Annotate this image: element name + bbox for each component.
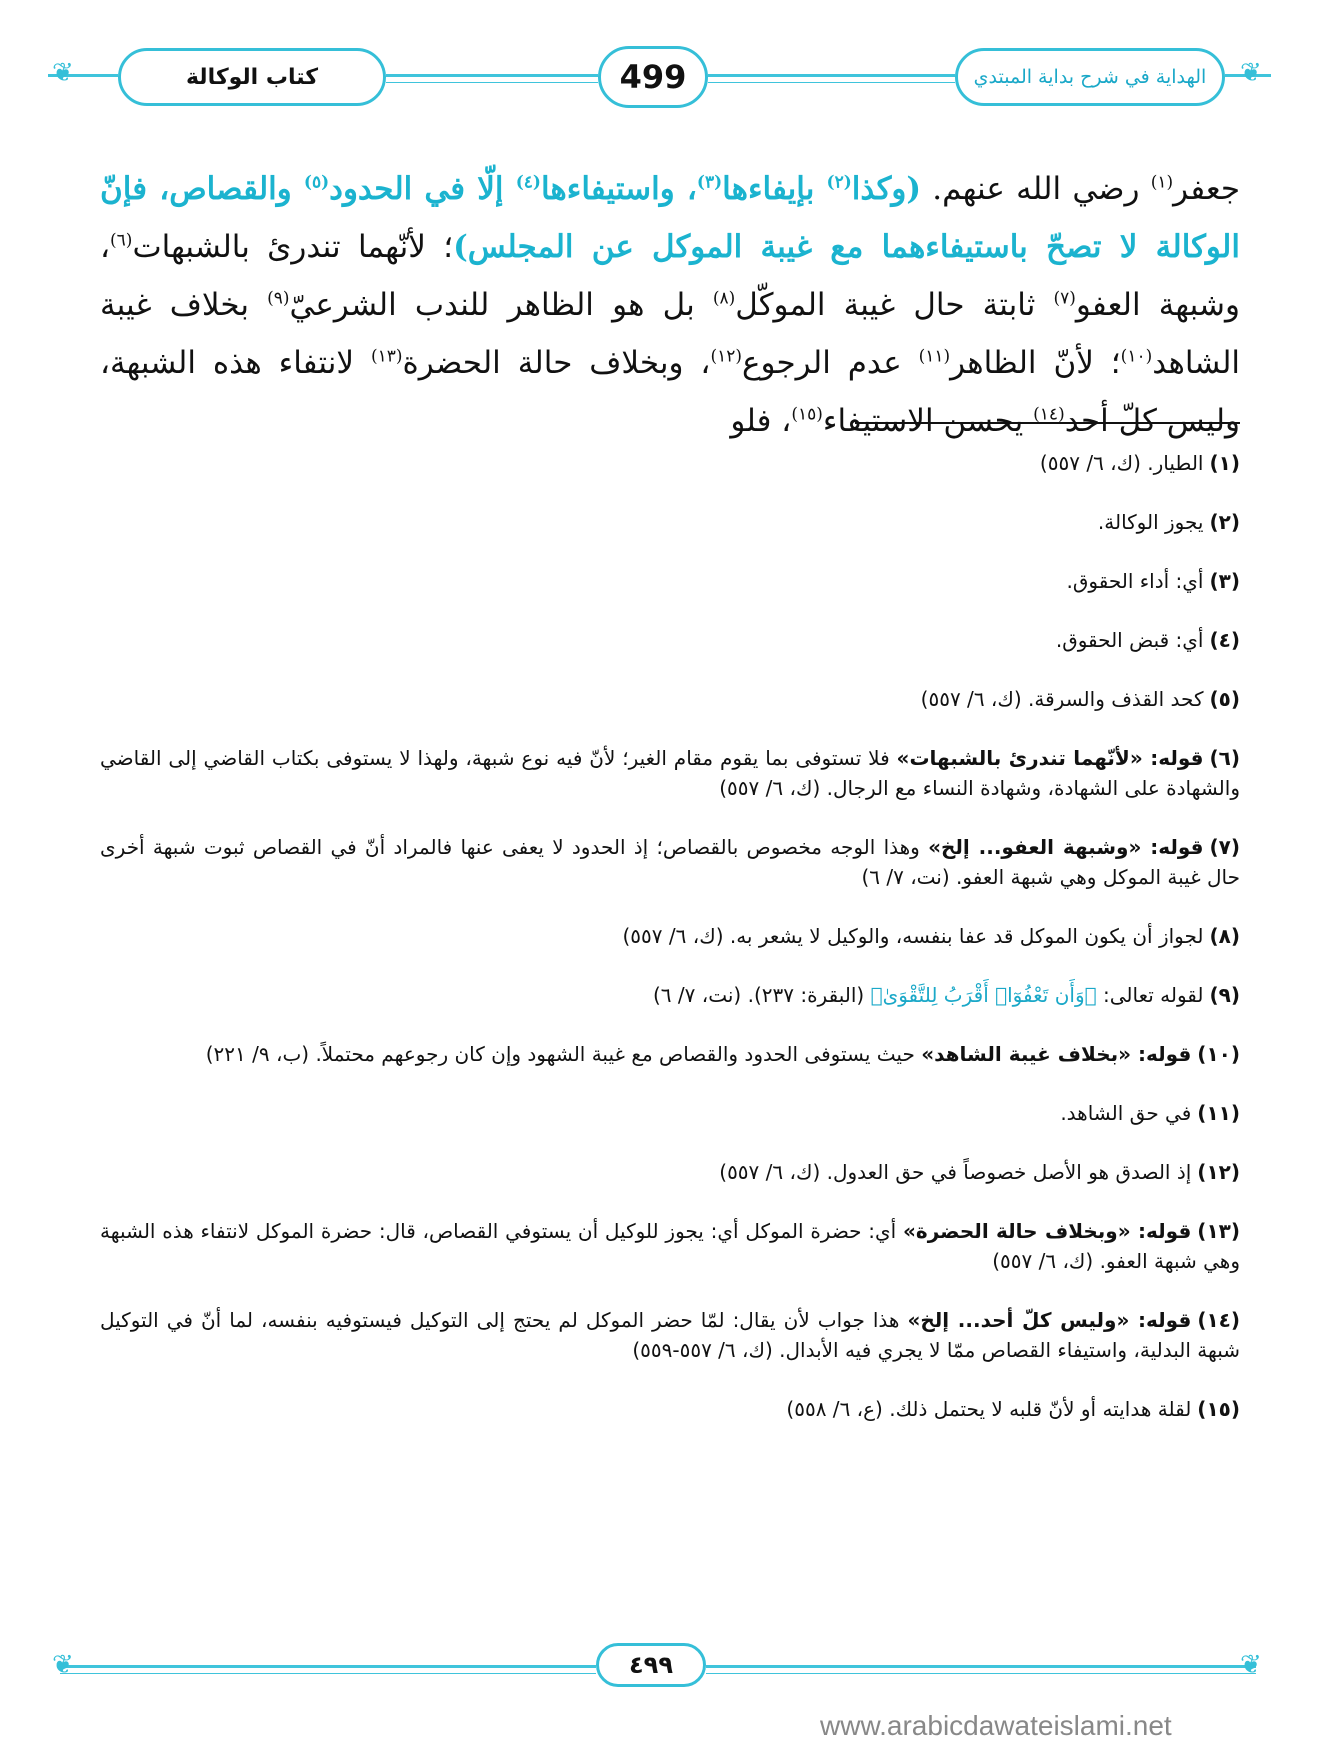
footnote-item — [100, 448, 1240, 478]
footnote-number: (٦) — [1209, 746, 1240, 770]
footnote-item — [100, 625, 1240, 655]
footnote-ref: (٧) — [1053, 288, 1076, 309]
footnote-text: في حق الشاهد. — [1060, 1101, 1192, 1125]
quran-verse: ﴿وَأَن تَعْفُوٓا۟ أَقْرَبُ لِلتَّقْوَىٰ﴾ — [870, 983, 1097, 1007]
footnote-text: إذ الصدق هو الأصل خصوصاً في حق العدول. (ك، ٦/ ٥٥٧) — [719, 1160, 1192, 1184]
footnote-item — [100, 832, 1240, 892]
footnote-quote: قوله: «وليس كلّ أحد... إلخ» — [907, 1308, 1192, 1332]
footnote-ref: (٤) — [515, 172, 541, 193]
text-run: بل هو الظاهر للندب الشرعيّ — [289, 287, 713, 323]
footnote-text: حيث يستوفى الحدود والقصاص مع غيبة الشهود وإن كان رجوعهم محتملاً. (ب، ٩/ ٢٢١) — [205, 1042, 922, 1066]
header-rule-middle-right-thin — [708, 82, 955, 83]
footnote-number: (١) — [1209, 451, 1240, 475]
footnote-number: (٤) — [1209, 628, 1240, 652]
matn-run: ، واستيفاءها — [540, 171, 697, 207]
footnote-number: (١١) — [1197, 1101, 1240, 1125]
watermark-url: www.arabicdawateislami.net — [820, 1710, 1172, 1741]
footnote-ref: (١٠) — [1120, 346, 1153, 367]
footnote-text: الطيار. (ك، ٦/ ٥٥٧) — [1039, 451, 1204, 475]
matn-run: إلّا في الحدود — [329, 171, 516, 207]
footnote-ref: (٦) — [110, 230, 133, 251]
ornament-curl-icon: ❦ — [52, 58, 74, 88]
footnote-number: (١٢) — [1197, 1160, 1240, 1184]
footnote-ref: (١٢) — [710, 346, 742, 367]
footnote-item — [100, 566, 1240, 596]
footnote-text: كحد القذف والسرقة. (ك، ٦/ ٥٥٧) — [920, 687, 1204, 711]
book-title: كتاب الوكالة — [185, 64, 319, 90]
footnote-text: لقوله تعالى: — [1096, 983, 1204, 1007]
text-run: بخلاف غيبة الشاهد — [100, 287, 1240, 381]
text-run: ؛ لأنّهما تندرئ بالشبهات — [132, 229, 454, 265]
matn-run: والقصاص، فإنّ الوكالة لا تصحّ باستيفاءهما مع غيبة الموكل عن المجلس) — [100, 171, 1240, 265]
footnote-item — [100, 1098, 1240, 1128]
footnote-number: (٩) — [1209, 983, 1240, 1007]
footnote-number: (١٥) — [1197, 1397, 1240, 1421]
footnotes-list — [100, 448, 1240, 1453]
footnote-ref: (٩) — [267, 288, 290, 309]
text-run: لانتفاء هذه الشبهة، وليس كلّ أحد — [100, 345, 1240, 439]
footnote-ref: (١٣) — [370, 346, 403, 367]
footnote-text: فلا تستوفى بما يقوم مقام الغير؛ لأنّ فيه نوع شبهة، ولهذا لا يستوفى بكتاب القاضي إلى القاضي والشهادة على الشهادة، وشهادة النساء مع الرجال. (ك، ٦/ ٥٥٧) — [100, 746, 1240, 800]
footnote-text: يجوز الوكالة. — [1097, 510, 1204, 534]
footnote-ref: (١١) — [918, 346, 951, 367]
footnote-quote: قوله: «بخلاف غيبة الشاهد» — [921, 1042, 1192, 1066]
footer-rule-left — [60, 1665, 596, 1668]
footnote-item — [100, 1305, 1240, 1365]
footnote-item — [100, 1394, 1240, 1424]
footnote-item — [100, 507, 1240, 537]
footnote-number: (٣) — [1209, 569, 1240, 593]
ornament-curl-icon: ❦ — [1240, 1650, 1262, 1680]
footnote-separator — [855, 422, 1240, 424]
footnote-ref: (١٥) — [791, 404, 823, 425]
footer-page-number-badge — [596, 1643, 706, 1687]
footnote-item — [100, 1157, 1240, 1187]
header-rule-middle-left — [386, 74, 598, 77]
header-rule-middle-right — [708, 74, 955, 77]
footnote-ref: (١٤) — [1033, 404, 1065, 425]
footnote-number: (١٣) — [1197, 1219, 1240, 1243]
footnote-number: (١٤) — [1197, 1308, 1241, 1332]
footer-rule-left-thin — [60, 1673, 596, 1674]
footnote-item — [100, 980, 1240, 1010]
footnote-text: هذا جواب لأن يقال: لمّا حضر الموكل لم يحتج إلى التوكيل فيستوفيه بنفسه، لما أنّ في التوكيل شبهة البدلية، واستيفاء القصاص ممّا لا يجري فيه الأبدال. (ك، ٦/ ٥٥٧-٥٥٩) — [100, 1308, 1240, 1362]
text-run: ، وبخلاف حالة الحضرة — [402, 345, 711, 381]
footnote-quote: قوله: «لأنّهما تندرئ بالشبهات» — [896, 746, 1204, 770]
footer-page-number: ٤٩٩ — [629, 1651, 673, 1679]
footnote-quote: قوله: «وشبهة العفو... إلخ» — [928, 835, 1204, 859]
footer-rule-right-thin — [706, 1673, 1256, 1674]
footnote-quote: قوله: «وبخلاف حالة الحضرة» — [903, 1219, 1192, 1243]
footer-rule-right — [706, 1665, 1256, 1668]
footnote-text: أي: أداء الحقوق. — [1066, 569, 1204, 593]
footnote-item — [100, 921, 1240, 951]
footnote-item — [100, 1216, 1240, 1276]
matn-run: بإيفاءها — [722, 171, 827, 207]
footnote-number: (٧) — [1209, 835, 1240, 859]
footnote-ref: (٢) — [826, 172, 852, 193]
footnote-number: (١٠) — [1197, 1042, 1240, 1066]
text-run: ، فلو — [730, 403, 792, 439]
footnote-ref: (٨) — [712, 288, 736, 309]
footnote-item — [100, 1039, 1240, 1069]
text-run: ثابتة حال غيبة الموكّل — [735, 287, 1054, 323]
footnote-text: لقلة هدايته أو لأنّ قلبه لا يحتمل ذلك. (ع، ٦/ ٥٥٨) — [786, 1397, 1192, 1421]
footnote-ref: (٥) — [303, 172, 330, 193]
footnote-text: (البقرة: ٢٣٧). (نت، ٧/ ٦) — [652, 983, 871, 1007]
text-run: ، وشبهة العفو — [100, 229, 1240, 323]
footnote-ref: (٣) — [696, 172, 723, 193]
text-run: ؛ لأنّ الظاهر — [950, 345, 1121, 381]
book-title-badge — [118, 48, 386, 106]
page-header — [0, 0, 1319, 130]
footnote-ref: (١) — [1150, 172, 1174, 193]
footnote-text: أي: حضرة الموكل أي: يجوز للوكيل أن يستوفي القصاص، قال: حضرة الموكل لانتفاء هذه الشبهة وهي شبهة العفو. (ك، ٦/ ٥٥٧) — [100, 1219, 1240, 1273]
header-rule-middle-left-thin — [386, 82, 598, 83]
footnote-text: أي: قبض الحقوق. — [1055, 628, 1204, 652]
footnote-number: (٥) — [1209, 687, 1240, 711]
text-run: عدم الرجوع — [741, 345, 919, 381]
text-run: جعفر — [1173, 171, 1241, 207]
footnote-text: وهذا الوجه مخصوص بالقصاص؛ إذ الحدود لا يعفى عنها فالمراد أنّ في القصاص ثبوت شبهة أخرى حال غيبة الموكل وهي شبهة العفو. (نت، ٧/ ٦) — [100, 835, 1240, 889]
series-title: الهداية في شرح بداية المبتدي — [973, 66, 1207, 88]
text-run: يحسن الاستيفاء — [822, 403, 1034, 439]
page-number: 499 — [619, 58, 687, 96]
main-text — [100, 160, 1240, 450]
ornament-curl-icon: ❦ — [1240, 58, 1262, 88]
page-number-badge — [598, 46, 708, 108]
footnote-number: (٨) — [1209, 924, 1240, 948]
footnote-text: لجواز أن يكون الموكل قد عفا بنفسه، والوكيل لا يشعر به. (ك، ٦/ ٥٥٧) — [622, 924, 1204, 948]
footnote-number: (٢) — [1209, 510, 1240, 534]
ornament-curl-icon: ❦ — [52, 1650, 74, 1680]
footnote-item — [100, 684, 1240, 714]
matn-run: (وكذا — [851, 171, 922, 207]
footnote-item — [100, 743, 1240, 803]
series-title-badge — [955, 48, 1225, 106]
text-run: رضي الله عنهم. — [921, 171, 1151, 207]
